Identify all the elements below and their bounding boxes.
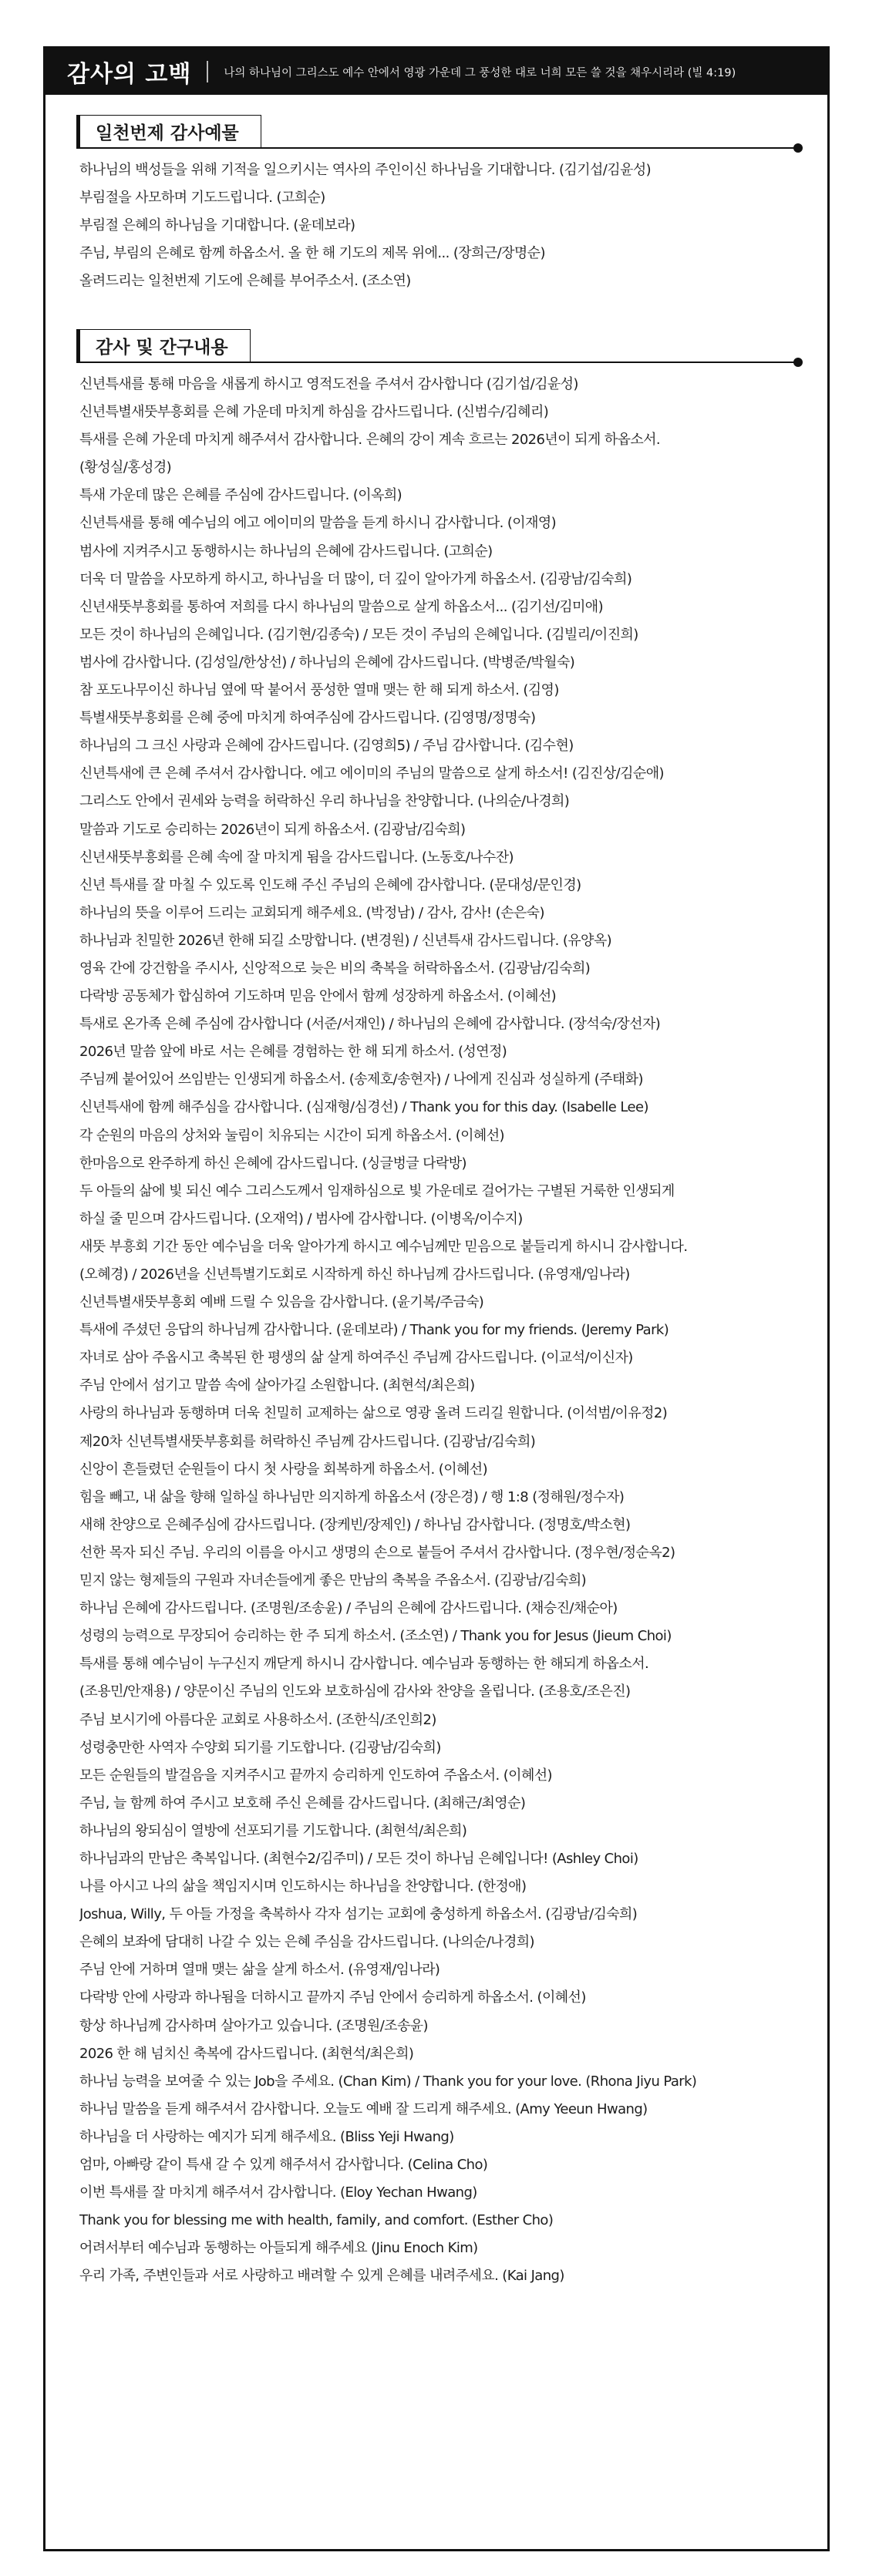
list-item: 우리 가족, 주변인들과 서로 사랑하고 배려할 수 있게 은혜를 내려주세요. (Kai Jang) (79, 2268, 564, 2285)
list-item: 하나님 은혜에 감사드립니다. (조명원/조송윤) / 주님의 은혜에 감사드립니다. (채승진/채순아) (79, 1600, 618, 1617)
list-item: Joshua, Willy, 두 아들 가정을 축복하사 각자 섬기는 교회에 충성하게 하옵소서. (김광남/김숙희) (79, 1906, 638, 1923)
list-item: (황성실/홍성경) (79, 459, 172, 476)
list-item: 특새를 은혜 가운데 마치게 해주셔서 감사합니다. 은혜의 강이 계속 흐르는 2026년이 되게 하옵소서. (79, 432, 661, 449)
list-item: 모든 순원들의 발걸음을 지켜주시고 끝까지 승리하게 인도하여 주옵소서. (이혜선) (79, 1767, 552, 1784)
section-title-thanks: 감사 및 간구내용 (76, 329, 251, 362)
section-rule (76, 362, 796, 363)
list-item: (오혜경) / 2026년을 신년특별기도회로 시작하게 하신 하나님께 감사드립니다. (유영재/임나라) (79, 1266, 630, 1283)
list-item: 영육 간에 강건함을 주시사, 신앙적으로 늦은 비의 축복을 허락하옵소서. (김광남/김숙희) (79, 960, 591, 977)
list-item: 새뚯 부흥회 기간 동안 예수님을 더욱 알아가게 하시고 예수님께만 믿음으로 붙들리게 하시니 감사합니다. (79, 1238, 688, 1255)
list-item: 성령의 능력으로 무장되어 승리하는 한 주 되게 하소서. (조소연) / Thank you for Jesus (Jieum Choi) (79, 1628, 672, 1645)
bullet-dot-icon (793, 143, 803, 153)
bullet-dot-icon (793, 358, 803, 367)
list-item: 다락방 공동체가 합심하여 기도하며 믿음 안에서 함께 성장하게 하옵소서. (이혜선) (79, 988, 557, 1005)
list-item: 특새를 통해 예수님이 누구신지 깨닫게 하시니 감사합니다. 예수님과 동행하는 한 해되게 하옵소서. (79, 1656, 649, 1673)
list-item: 2026년 말씀 앞에 바로 서는 은혜를 경험하는 한 해 되게 하소서. (성연정) (79, 1044, 507, 1061)
section-heading-offerings (76, 115, 796, 149)
list-item: 성령충만한 사역자 수양회 되기를 기도합니다. (김광남/김숙희) (79, 1739, 441, 1756)
list-item: (조용민/안재용) / 양문이신 주님의 인도와 보호하심에 감사와 찬양을 올립니다. (조용호/조은진) (79, 1683, 631, 1700)
list-item: 주님 안에서 섬기고 말씀 속에 살아가길 소원합니다. (최현석/최은희) (79, 1377, 475, 1394)
list-item: 자녀로 삼아 주옵시고 축복된 한 평생의 삶 살게 하여주신 주님께 감사드립니다. (이교석/이신자) (79, 1350, 633, 1367)
thanks-list (79, 371, 804, 2290)
list-item: 범사에 지켜주시고 동행하시는 하나님의 은혜에 감사드립니다. (고희순) (79, 543, 493, 560)
section-heading-thanks (76, 329, 796, 363)
list-item: 주님, 늘 함께 하여 주시고 보호해 주신 은혜를 감사드립니다. (최해근/최영순) (79, 1794, 526, 1811)
list-item: 하나님과 친밀한 2026년 한해 되길 소망합니다. (변경원) / 신년특새 감사드립니다. (유양옥) (79, 932, 612, 949)
list-item: 신년특새를 통해 예수님의 에고 에이미의 말씀을 듣게 하시니 감사합니다. (이재영) (79, 515, 557, 532)
bible-verse: 나의 하나님이 그리스도 예수 안에서 영광 가운데 그 풍성한 대로 너희 모든 쓸 것을 채우시리라 (빌 4:19) (224, 66, 736, 79)
list-item: 주님, 부림의 은혜로 함께 하옵소서. 올 한 해 기도의 제목 위에... (장희근/장명순) (79, 245, 545, 262)
list-item: 다락방 안에 사랑과 하나됨을 더하시고 끝까지 주님 안에서 승리하게 하옵소서. (이혜선) (79, 1989, 586, 2006)
list-item: 하실 줄 믿으며 감사드립니다. (오재억) / 범사에 감사합니다. (이병옥/이수지) (79, 1210, 523, 1227)
list-item: 은혜의 보좌에 담대히 나갈 수 있는 은혜 주심을 감사드립니다. (나의순/나경희) (79, 1934, 534, 1951)
list-item: 항상 하나님께 감사하며 살아가고 있습니다. (조명원/조송윤) (79, 2017, 428, 2034)
list-item: 특새 가운데 많은 은혜를 주심에 감사드립니다. (이옥희) (79, 487, 402, 504)
list-item: 힘을 빼고, 내 삶을 향해 일하실 하나님만 의지하게 하옵소서 (장은경) / 행 1:8 (정해원/정수자) (79, 1488, 625, 1505)
list-item: 하나님을 더 사랑하는 예지가 되게 해주세요. (Bliss Yeji Hwang) (79, 2128, 454, 2145)
list-item: 더욱 더 말씀을 사모하게 하시고, 하나님을 더 많이, 더 깊이 알아가게 하옵소서. (김광남/김숙희) (79, 570, 632, 587)
list-item: 믿지 않는 형제들의 구원과 자녀손들에게 좋은 만남의 축복을 주옵소서. (김광남/김숙희) (79, 1572, 587, 1589)
list-item: 엄마, 아빠랑 같이 특새 갈 수 있게 해주셔서 감사합니다. (Celina Cho) (79, 2157, 488, 2173)
list-item: 하나님과의 만남은 축복입니다. (최현수2/김주미) / 모든 것이 하나님 은혜입니다! (Ashley Choi) (79, 1850, 638, 1867)
list-item: 나를 아시고 나의 삶을 책임지시며 인도하시는 하나님을 찬양합니다. (한정애) (79, 1878, 527, 1895)
list-item: 신년새뚯부흥회를 통하여 저희를 다시 하나님의 말씀으로 살게 하옵소서... (김기선/김미애) (79, 598, 604, 615)
list-item: 부림절을 사모하며 기도드립니다. (고희순) (79, 190, 325, 207)
list-item: 하나님의 그 크신 사랑과 은혜에 감사드립니다. (김영희5) / 주님 감사합니다. (김수현) (79, 738, 574, 755)
list-item: 주님께 붙어있어 쓰임받는 인생되게 하옵소서. (송제호/송현자) / 나에게 진심과 성실하게 (주태화) (79, 1071, 643, 1088)
list-item: 새해 찬양으로 은혜주심에 감사드립니다. (장케빈/장제인) / 하나님 감사합니다. (정명호/박소현) (79, 1516, 631, 1533)
header-divider (207, 61, 208, 82)
list-item: 참 포도나무이신 하나님 옆에 딱 붙어서 풍성한 열매 맺는 한 해 되게 하소서. (김영) (79, 682, 559, 699)
list-item: 범사에 감사합니다. (김성일/한상선) / 하나님의 은혜에 감사드립니다. (박병준/박월숙) (79, 654, 575, 671)
list-item: 두 아들의 삶에 빛 되신 예수 그리스도께서 임재하심으로 빛 가운데로 걸어가는 구별된 거룩한 인생되게 (79, 1182, 675, 1199)
list-item: 선한 목자 되신 주님. 우리의 이름을 아시고 생명의 손으로 붙들어 주셔서 감사합니다. (정우현/정순옥2) (79, 1544, 675, 1561)
page-title: 감사의 고백 (67, 61, 192, 88)
list-item: 특별새뚯부흥회를 은혜 중에 마치게 하여주심에 감사드립니다. (김영명/정명숙) (79, 710, 536, 727)
list-item: 부림절 은혜의 하나님을 기대합니다. (윤데보라) (79, 217, 355, 234)
list-item: 신앙이 흔들렸던 순원들이 다시 첫 사랑을 회복하게 하옵소서. (이혜선) (79, 1461, 488, 1478)
list-item: 신년새뚯부흥회를 은혜 속에 잘 마치게 됨을 감사드립니다. (노동호/나수잔) (79, 849, 514, 866)
section-title-offerings: 일천번제 감사예물 (76, 115, 261, 147)
list-item: 올려드리는 일천번제 기도에 은혜를 부어주소서. (조소연) (79, 273, 411, 290)
list-item: 신년특새를 통해 마음을 새롭게 하시고 영적도전을 주셔서 감사합니다 (김기섭/김윤성) (79, 376, 578, 392)
list-item: 신년특별새뚯부흥회 예배 드릴 수 있음을 감사합니다. (윤기복/주금숙) (79, 1294, 484, 1311)
list-item: 제20차 신년특별새뚯부흥회를 허락하신 주님께 감사드립니다. (김광남/김숙희) (79, 1433, 536, 1450)
list-item: 각 순원의 마음의 상처와 눌림이 치유되는 시간이 되게 하옵소서. (이혜선) (79, 1127, 504, 1144)
list-item: 그리스도 안에서 권세와 능력을 허락하신 우리 하나님을 찬양합니다. (나의순/나경희) (79, 793, 570, 810)
list-item: 주님 보시기에 아름다운 교회로 사용하소서. (조한식/조인희2) (79, 1711, 436, 1728)
list-item: 이번 특새를 잘 마치게 해주셔서 감사합니다. (Eloy Yechan Hwang) (79, 2184, 477, 2201)
list-item: 특새로 온가족 은혜 주심에 감사합니다 (서준/서재인) / 하나님의 은혜에 감사합니다. (장석숙/장선자) (79, 1016, 661, 1033)
list-item: 하나님 말씀을 듣게 해주셔서 감사합니다. 오늘도 예배 잘 드리게 해주세요. (Amy Yeeun Hwang) (79, 2100, 648, 2117)
list-item: 하나님의 뜻을 이루어 드리는 교회되게 해주세요. (박정남) / 감사, 감사! (손은숙) (79, 904, 544, 921)
prayer-bulletin-frame (43, 46, 830, 2551)
list-item: 하나님의 왕되심이 열방에 선포되기를 기도합니다. (최현석/최은희) (79, 1822, 467, 1839)
header-banner (45, 49, 827, 95)
list-item: 주님 안에 거하며 열매 맺는 삶을 살게 하소서. (유영재/임나라) (79, 1962, 440, 1979)
list-item: 신년특별새뚯부흥회를 은혜 가운데 마치게 하심을 감사드립니다. (신범수/김혜리) (79, 404, 549, 421)
list-item: 사랑의 하나님과 동행하며 더욱 친밀히 교제하는 삶으로 영광 올려 드리길 원합니다. (이석범/이유정2) (79, 1405, 668, 1422)
offerings-list (79, 156, 804, 295)
section-rule (76, 147, 796, 149)
list-item: 말씀과 기도로 승리하는 2026년이 되게 하옵소서. (김광남/김숙희) (79, 821, 466, 838)
list-item: 모든 것이 하나님의 은혜입니다. (김기현/김종숙) / 모든 것이 주님의 은혜입니다. (김빌리/이진희) (79, 626, 638, 643)
list-item: 어려서부터 예수님과 동행하는 아들되게 해주세요 (Jinu Enoch Kim) (79, 2240, 478, 2257)
list-item: 2026 한 해 넘치신 축복에 감사드립니다. (최현석/최은희) (79, 2045, 414, 2062)
list-item: Thank you for blessing me with health, family, and comfort. (Esther Cho) (79, 2212, 554, 2229)
list-item: 신년특새에 큰 은혜 주셔서 감사합니다. 에고 에이미의 주님의 말씀으로 살게 하소서! (김진상/김순애) (79, 765, 664, 782)
list-item: 신년특새에 함께 해주심을 감사합니다. (심재형/심경선) / Thank you for this day. (Isabelle Lee) (79, 1099, 648, 1116)
list-item: 특새에 주셨던 응답의 하나님께 감사합니다. (윤데보라) / Thank you for my friends. (Jeremy Park) (79, 1322, 669, 1339)
list-item: 한마음으로 완주하게 하신 은혜에 감사드립니다. (싱글벙글 다락방) (79, 1155, 466, 1172)
list-item: 하나님 능력을 보여줄 수 있는 Job을 주세요. (Chan Kim) / Thank you for your love. (Rhona Jiyu Park) (79, 2073, 697, 2090)
list-item: 하나님의 백성들을 위해 기적을 일으키시는 역사의 주인이신 하나님을 기대합니다. (김기섭/김윤성) (79, 162, 652, 178)
list-item: 신년 특새를 잘 마칠 수 있도록 인도해 주신 주님의 은혜에 감사합니다. (문대성/문인경) (79, 876, 581, 893)
